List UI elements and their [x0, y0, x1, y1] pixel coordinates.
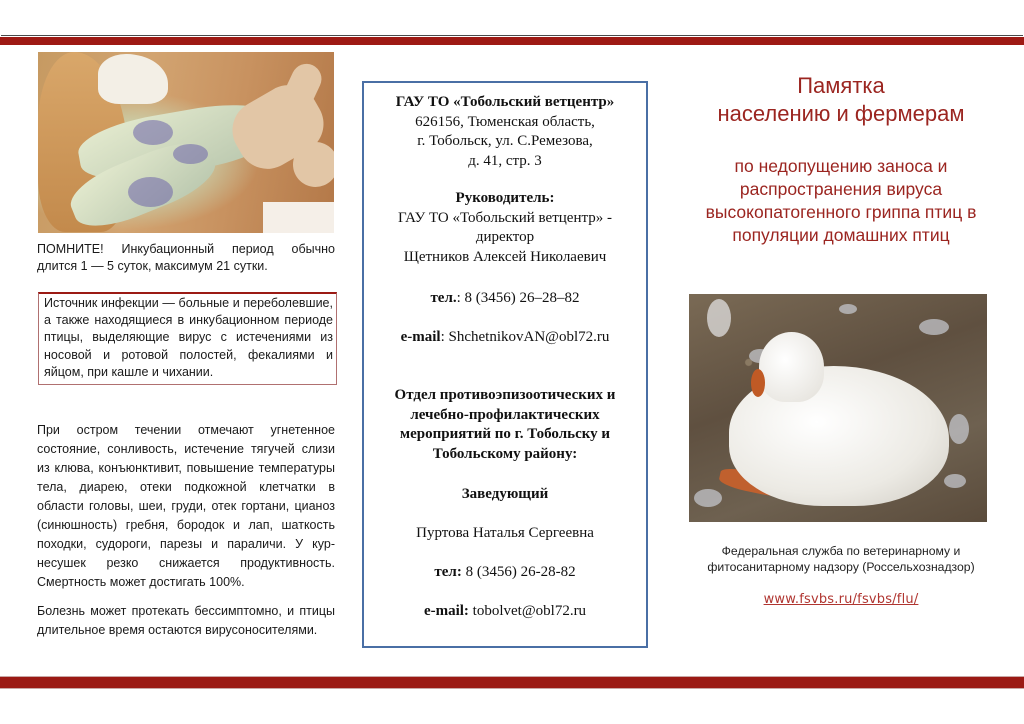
duck-head: [759, 332, 824, 402]
website-link[interactable]: www.fsvbs.ru/fsvbs/flu/: [763, 592, 919, 607]
agency-name: [686, 543, 996, 575]
title-line: населению и фермерам: [717, 101, 965, 126]
phone-value: : 8 (3456) 26–28–82: [456, 290, 580, 306]
head-email: [364, 328, 646, 348]
acute-symptoms-text: При остром течении отмечают угнетенное состояние, сонливость, истечение тягучей слизи из клюва, конъюнктивит, повышение температуры тела, диарею, отеки подкожной клетчатки в области головы, шеи, груди, отек гортани, цианоз (синюшность) гребня, бородок и лап, шаткость походки, судороги, парезы и параличи. У кур-несушек резко снижается продуктивность. Смертность может достигать 100%.: [37, 423, 335, 589]
email-value[interactable]: : ShchetnikovAN@obl72.ru: [440, 329, 610, 345]
head-name: Щетников Алексей Николаевич: [403, 248, 607, 265]
email-value[interactable]: tobolvet@obl72.ru: [468, 603, 587, 619]
bird-feet-photo: [38, 52, 334, 233]
leaflet-subtitle: по недопущению заноса и распространения вируса высокопатогенного гриппа птиц в популяции домашних птиц: [705, 156, 977, 245]
head-block: [364, 189, 646, 267]
dept-phone: [364, 563, 646, 583]
asymptomatic-text: Болезнь может протекать бессимптомно, и птицы длительное время остаются вирусоносителями.: [37, 604, 335, 637]
email-label: e-mail:: [423, 603, 469, 619]
department-line: лечебно-профилактических: [410, 406, 600, 423]
top-accent-bar: [0, 37, 1024, 45]
phone-value: 8 (3456) 26-28-82: [461, 564, 576, 580]
dept-head-name: Пуртова Наталья Сергеевна: [416, 525, 594, 541]
department-line: Отдел противоэпизоотических и: [394, 387, 616, 403]
bottom-accent-bar: [0, 676, 1024, 689]
contact-box: [362, 81, 648, 648]
head-label: Руководитель:: [455, 190, 555, 206]
infection-source-box: Источник инфекции — больные и переболевшие, а также находящиеся в инкубационном периоде птицы, выделяющие вирус с истечениями из носовой и ротовой полостей, фекалиями и яйцом, при кашле и чихании.: [38, 292, 337, 385]
dept-email: [364, 602, 646, 622]
email-label: e-mail: [400, 329, 441, 345]
org-block: [364, 93, 646, 171]
leaflet-title: [686, 72, 996, 128]
address-line: 626156, Тюменская область,: [415, 113, 595, 130]
agency-line: фитосанитарному надзору (Россельхознадзор): [707, 560, 975, 574]
dept-head-label: Заведующий: [461, 486, 549, 502]
title-line: Памятка: [797, 73, 885, 98]
department-block: [364, 386, 646, 464]
head-phone: [364, 289, 646, 309]
head-org: ГАУ ТО «Тобольский ветцентр» -: [398, 209, 612, 226]
head-position: директор: [475, 229, 535, 245]
phone-label: тел.: [430, 290, 457, 306]
sick-duck-photo: [689, 294, 987, 522]
department-line: мероприятий по г. Тобольску и: [399, 426, 611, 442]
address-line: г. Тобольск, ул. С.Ремезова,: [417, 133, 593, 149]
agency-line: Федеральная служба по ветеринарному и: [721, 544, 961, 558]
top-rule: [1, 35, 1023, 36]
department-line: Тобольскому району:: [432, 445, 578, 462]
org-name: ГАУ ТО «Тобольский ветцентр»: [395, 94, 615, 110]
duck-beak: [751, 369, 765, 397]
incubation-note: ПОМНИТЕ! Инкубационный период обычно длится 1 — 5 суток, максимум 21 сутки.: [37, 242, 335, 273]
phone-label: тел:: [434, 564, 462, 580]
address-line: д. 41, стр. 3: [468, 152, 542, 169]
